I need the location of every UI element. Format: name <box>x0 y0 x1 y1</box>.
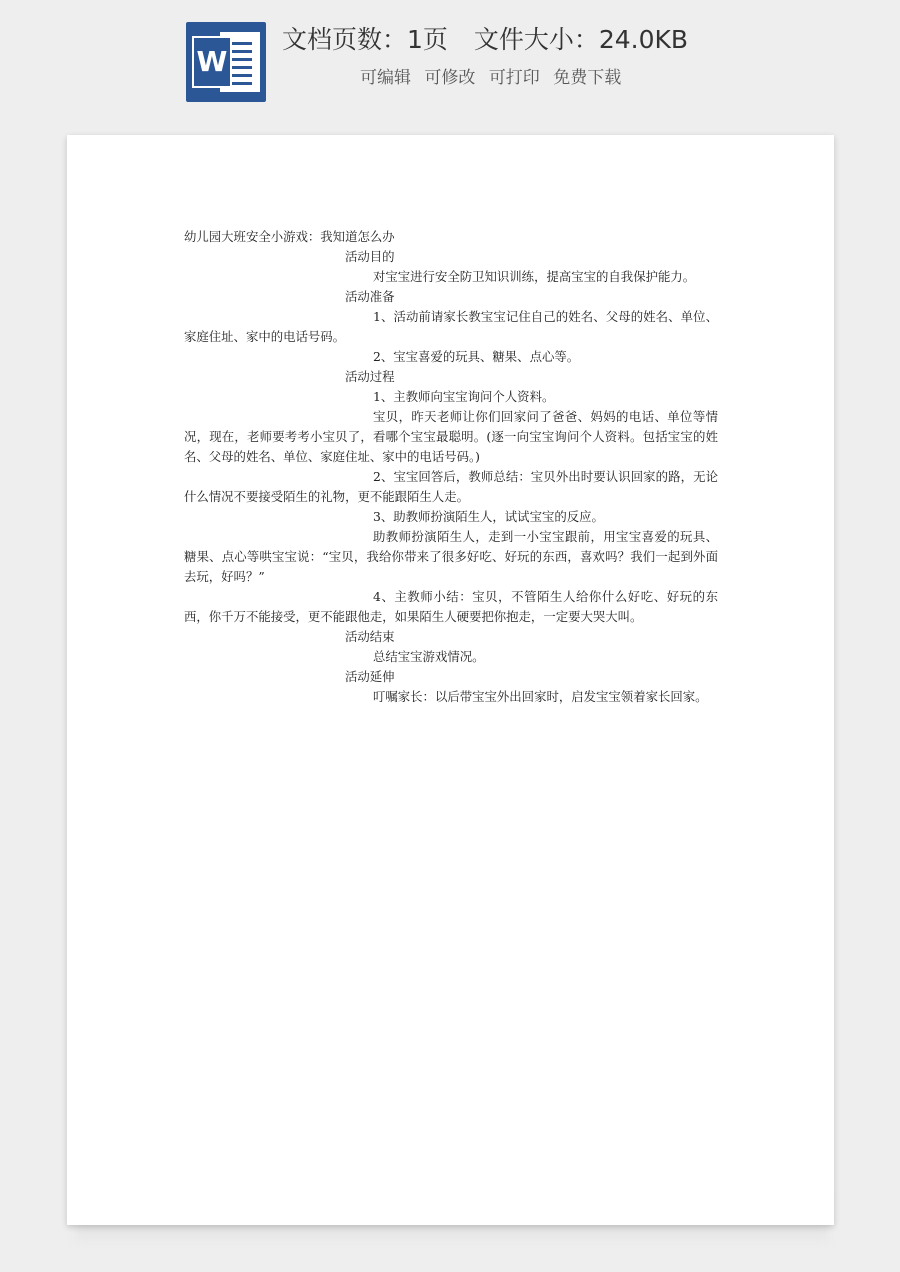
page-count-label: 文档页数：1页 <box>282 25 448 54</box>
tag-free-download: 免费下载 <box>553 68 622 88</box>
document-meta <box>282 22 706 58</box>
paragraph: 4、主教师小结：宝贝，不管陌生人给你什么好吃、好玩的东西，你千万不能接受，更不能跟他走，如果陌生人硬要把你抱走，一定要大哭大叫。 <box>184 589 718 624</box>
paragraph: 3、助教师扮演陌生人，试试宝宝的反应。 <box>373 509 604 524</box>
section-heading-process: 活动过程 <box>345 369 395 384</box>
word-document-icon <box>186 22 266 102</box>
paragraph: 叮嘱家长：以后带宝宝外出回家时，启发宝宝领着家长回家。 <box>373 689 708 704</box>
section-heading-prep: 活动准备 <box>345 289 395 304</box>
file-size-label: 文件大小：24.0KB <box>473 25 689 54</box>
paragraph: 助教师扮演陌生人，走到一小宝宝跟前，用宝宝喜爱的玩具、糖果、点心等哄宝宝说：“宝贝，我给你带来了很多好吃、好玩的东西，喜欢吗？我们一起到外面去玩，好吗？” <box>184 529 718 584</box>
tag-modifiable: 可修改 <box>424 68 476 88</box>
paragraph: 2、宝宝回答后，教师总结：宝贝外出时要认识回家的路，无论什么情况不要接受陌生的礼物，更不能跟陌生人走。 <box>184 469 718 504</box>
paragraph: 1、主教师向宝宝询问个人资料。 <box>373 389 555 404</box>
document-page <box>67 135 834 1225</box>
document-body <box>184 227 718 707</box>
feature-tags <box>360 64 629 92</box>
word-letter: W <box>196 45 228 78</box>
document-info-header <box>0 0 900 120</box>
tag-printable: 可打印 <box>488 68 540 88</box>
paragraph: 对宝宝进行安全防卫知识训练，提高宝宝的自我保护能力。 <box>373 269 696 284</box>
paragraph: 宝贝，昨天老师让你们回家问了爸爸、妈妈的电话、单位等情况，现在，老师要考考小宝贝了，看哪个宝宝最聪明。(逐一向宝宝询问个人资料。包括宝宝的姓名、父母的姓名、单位、家庭住址、家中的电话号码。) <box>184 409 718 464</box>
document-title: 幼儿园大班安全小游戏：我知道怎么办 <box>184 229 395 244</box>
section-heading-extension: 活动延伸 <box>345 669 395 684</box>
section-heading-end: 活动结束 <box>345 629 395 644</box>
paragraph: 1、活动前请家长教宝宝记住自己的姓名、父母的姓名、单位、家庭住址、家中的电话号码。 <box>184 309 718 344</box>
paragraph: 总结宝宝游戏情况。 <box>373 649 485 664</box>
tag-editable: 可编辑 <box>360 68 411 88</box>
section-heading-goal: 活动目的 <box>345 249 395 264</box>
paragraph: 2、宝宝喜爱的玩具、糖果、点心等。 <box>373 349 580 364</box>
